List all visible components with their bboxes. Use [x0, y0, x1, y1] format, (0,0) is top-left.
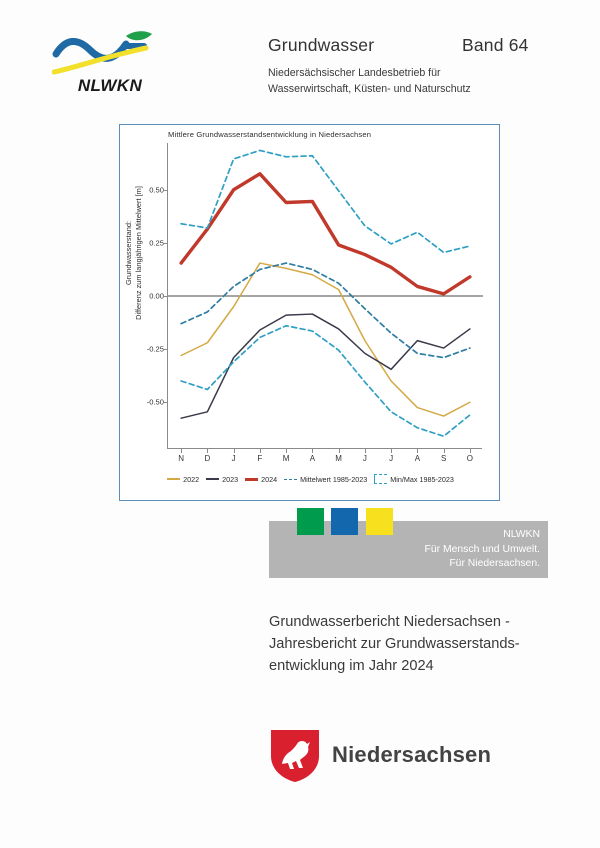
x-axis-tick-mark — [365, 449, 366, 453]
legend-label: 2023 — [222, 474, 239, 484]
x-axis-tick-mark — [207, 449, 208, 453]
header-subtitle — [268, 66, 471, 97]
report-title-line2: Jahresbericht zur Grundwasserstands- — [269, 636, 520, 652]
niedersachsen-shield-icon — [269, 728, 321, 784]
y-axis-tick-mark — [164, 402, 168, 403]
x-axis-tick-label: S — [440, 454, 447, 463]
x-axis-tick-mark — [444, 449, 445, 453]
y-axis-label-line1: Grundwasserstand: — [124, 220, 133, 286]
chart-y-axis-label — [124, 153, 144, 353]
x-axis-tick-mark — [339, 449, 340, 453]
y-axis-tick-mark — [164, 243, 168, 244]
x-axis-tick-mark — [470, 449, 471, 453]
banner-text — [425, 528, 541, 572]
x-axis-tick-label: N — [178, 454, 185, 463]
chart-container — [119, 124, 500, 501]
yellow-square — [366, 508, 393, 535]
legend-swatch-band — [374, 474, 387, 484]
banner-line3: Für Niedersachsen. — [449, 558, 540, 569]
report-title-line1: Grundwasserbericht Niedersachsen - — [269, 614, 510, 630]
x-axis-tick-mark — [260, 449, 261, 453]
y-axis-tick-mark — [164, 349, 168, 350]
y-axis-tick-mark — [164, 190, 168, 191]
legend-swatch-line — [206, 478, 219, 480]
y-axis-tick-label: 0.50 — [149, 185, 164, 195]
series-2022-line — [181, 263, 470, 416]
x-axis-tick-label: D — [204, 454, 211, 463]
x-axis-tick-label: A — [414, 454, 421, 463]
green-square — [297, 508, 324, 535]
legend-label: Min/Max 1985-2023 — [390, 474, 454, 484]
series-min-max-1985-2023-min-line — [181, 326, 470, 437]
page-header — [0, 24, 600, 110]
legend-item — [284, 475, 367, 484]
y-axis-label-line2: Differenz zum langjährigen Mittelwert [m] — [134, 186, 143, 320]
y-axis-tick-label: -0.25 — [146, 344, 164, 354]
x-axis-tick-mark — [312, 449, 313, 453]
legend-swatch-line — [167, 478, 180, 480]
x-axis-tick-label: M — [335, 454, 342, 463]
niedersachsen-wordmark: Niedersachsen — [332, 742, 492, 767]
x-axis-tick-label: A — [309, 454, 316, 463]
legend-swatch-line — [284, 479, 297, 480]
legend-item — [206, 475, 238, 484]
legend-item — [245, 475, 277, 484]
blue-square — [331, 508, 358, 535]
x-axis-tick-label: F — [257, 454, 263, 463]
x-axis-tick-label: M — [282, 454, 290, 463]
chart-series-svg — [168, 143, 483, 449]
y-axis-tick-mark — [164, 296, 168, 297]
y-axis-tick-label: -0.50 — [146, 397, 164, 407]
nlwkn-logo — [52, 28, 168, 102]
banner-line1: NLWKN — [503, 529, 540, 540]
report-title-line3: entwicklung im Jahr 2024 — [269, 658, 434, 674]
y-axis-tick-label: 0.00 — [149, 291, 164, 301]
banner-line2: Für Mensch und Umwelt. — [424, 543, 540, 555]
y-axis-tick-label: 0.25 — [149, 238, 164, 248]
chart-plot-area — [146, 143, 482, 463]
legend-item — [374, 474, 454, 484]
legend-label: Mittelwert 1985-2023 — [300, 474, 368, 484]
x-axis-tick-mark — [417, 449, 418, 453]
x-axis-tick-label: J — [231, 454, 236, 463]
nlwkn-logo-wordmark: NLWKN — [77, 76, 143, 95]
x-axis-tick-mark — [234, 449, 235, 453]
x-axis-tick-mark — [286, 449, 287, 453]
legend-swatch-line — [245, 478, 258, 481]
header-title: Grundwasser — [268, 35, 375, 55]
x-axis-tick-label: J — [389, 454, 394, 463]
legend-label: 2024 — [261, 474, 278, 484]
x-axis-tick-mark — [391, 449, 392, 453]
series-2023-line — [181, 314, 470, 418]
header-subtitle-line1: Niedersächsischer Landesbetrieb für — [268, 67, 441, 79]
report-title — [269, 611, 569, 677]
legend-item — [167, 475, 199, 484]
header-subtitle-line2: Wasserwirtschaft, Küsten- und Naturschutz — [268, 82, 471, 95]
x-axis-tick-label: O — [466, 454, 473, 463]
header-volume: Band 64 — [462, 35, 529, 55]
x-axis-tick-mark — [181, 449, 182, 453]
chart-legend — [120, 474, 501, 484]
niedersachsen-logo — [269, 728, 509, 784]
legend-label: 2022 — [183, 474, 200, 484]
x-axis-tick-label: J — [362, 454, 367, 463]
chart-title: Mittlere Grundwasserstandsentwicklung in Niedersachsen — [168, 130, 372, 139]
